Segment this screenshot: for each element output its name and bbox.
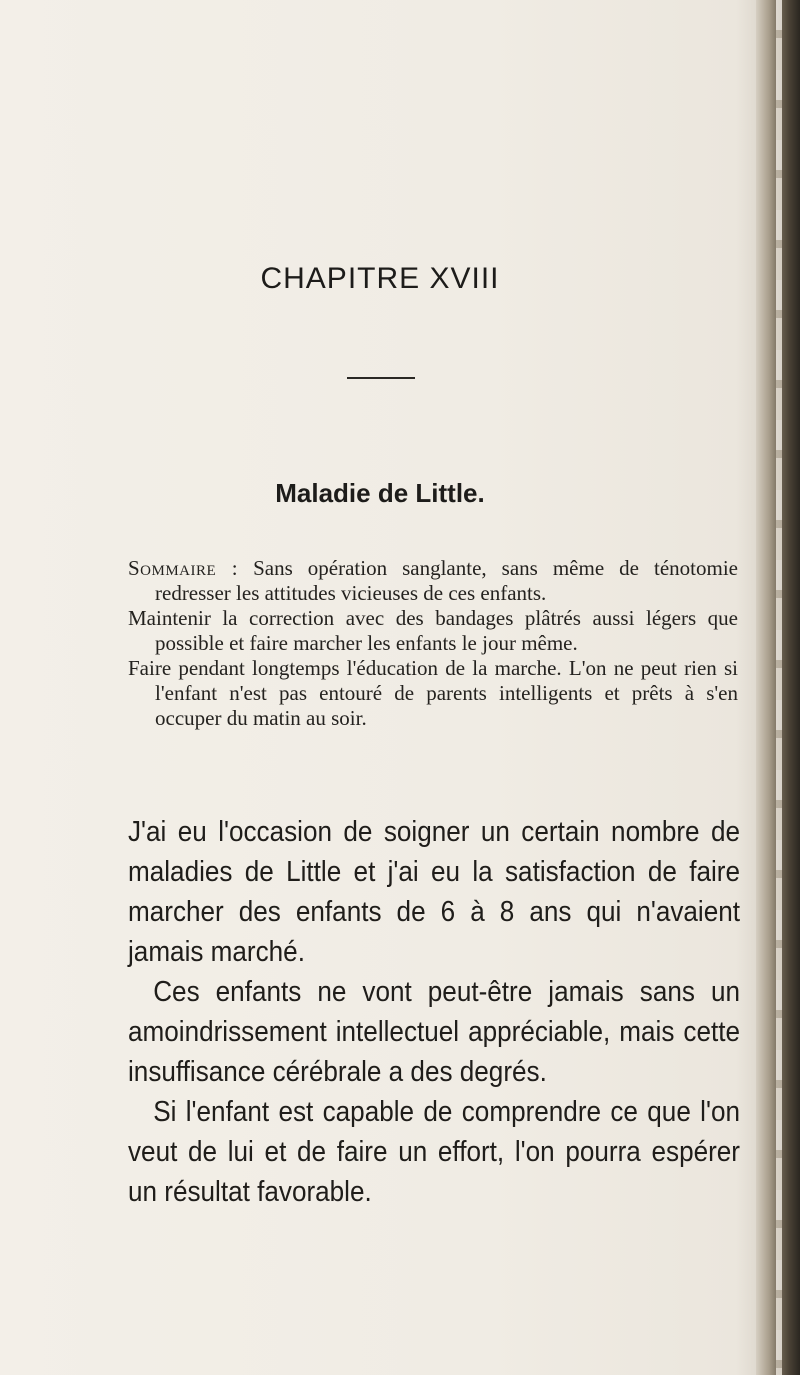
paragraph: Ces enfants ne vont peut-être jamais sans un amoindrissement intellectuel appréciable, mais cette insuffisance cérébrale a des degrés. xyxy=(128,976,740,1088)
body-text xyxy=(128,812,740,1212)
summary-item: Maintenir la correction avec des bandages plâtrés aussi légers que possible et faire marcher les enfants le jour même. xyxy=(128,606,738,655)
paragraph: J'ai eu l'occasion de soigner un certain nombre de maladies de Little et j'ai eu la satisfaction de faire marcher des enfants de 6 à 8 ans qui n'avaient jamais marché. xyxy=(128,816,740,968)
page-edges xyxy=(776,0,782,1375)
summary-item xyxy=(128,556,738,606)
heading-divider xyxy=(347,377,415,379)
summary-item: Faire pendant longtemps l'éducation de la marche. L'on ne peut rien si l'enfant n'est pas entouré de parents intelligents et prêts à s'en occuper du matin au soir. xyxy=(128,656,738,730)
chapter-summary xyxy=(128,556,738,731)
section-title: Maladie de Little. xyxy=(275,478,485,508)
summary-lead: Sommaire : xyxy=(128,556,239,580)
paragraph: Si l'enfant est capable de comprendre ce que l'on veut de lui et de faire un effort, l'on pourra espérer un résultat favorable. xyxy=(128,1096,740,1208)
chapter-heading: CHAPITRE XVIII xyxy=(260,262,500,295)
summary-item-text: Sans opération sanglante, sans même de ténotomie redresser les attitudes vicieuses de ces enfants. xyxy=(155,556,739,605)
